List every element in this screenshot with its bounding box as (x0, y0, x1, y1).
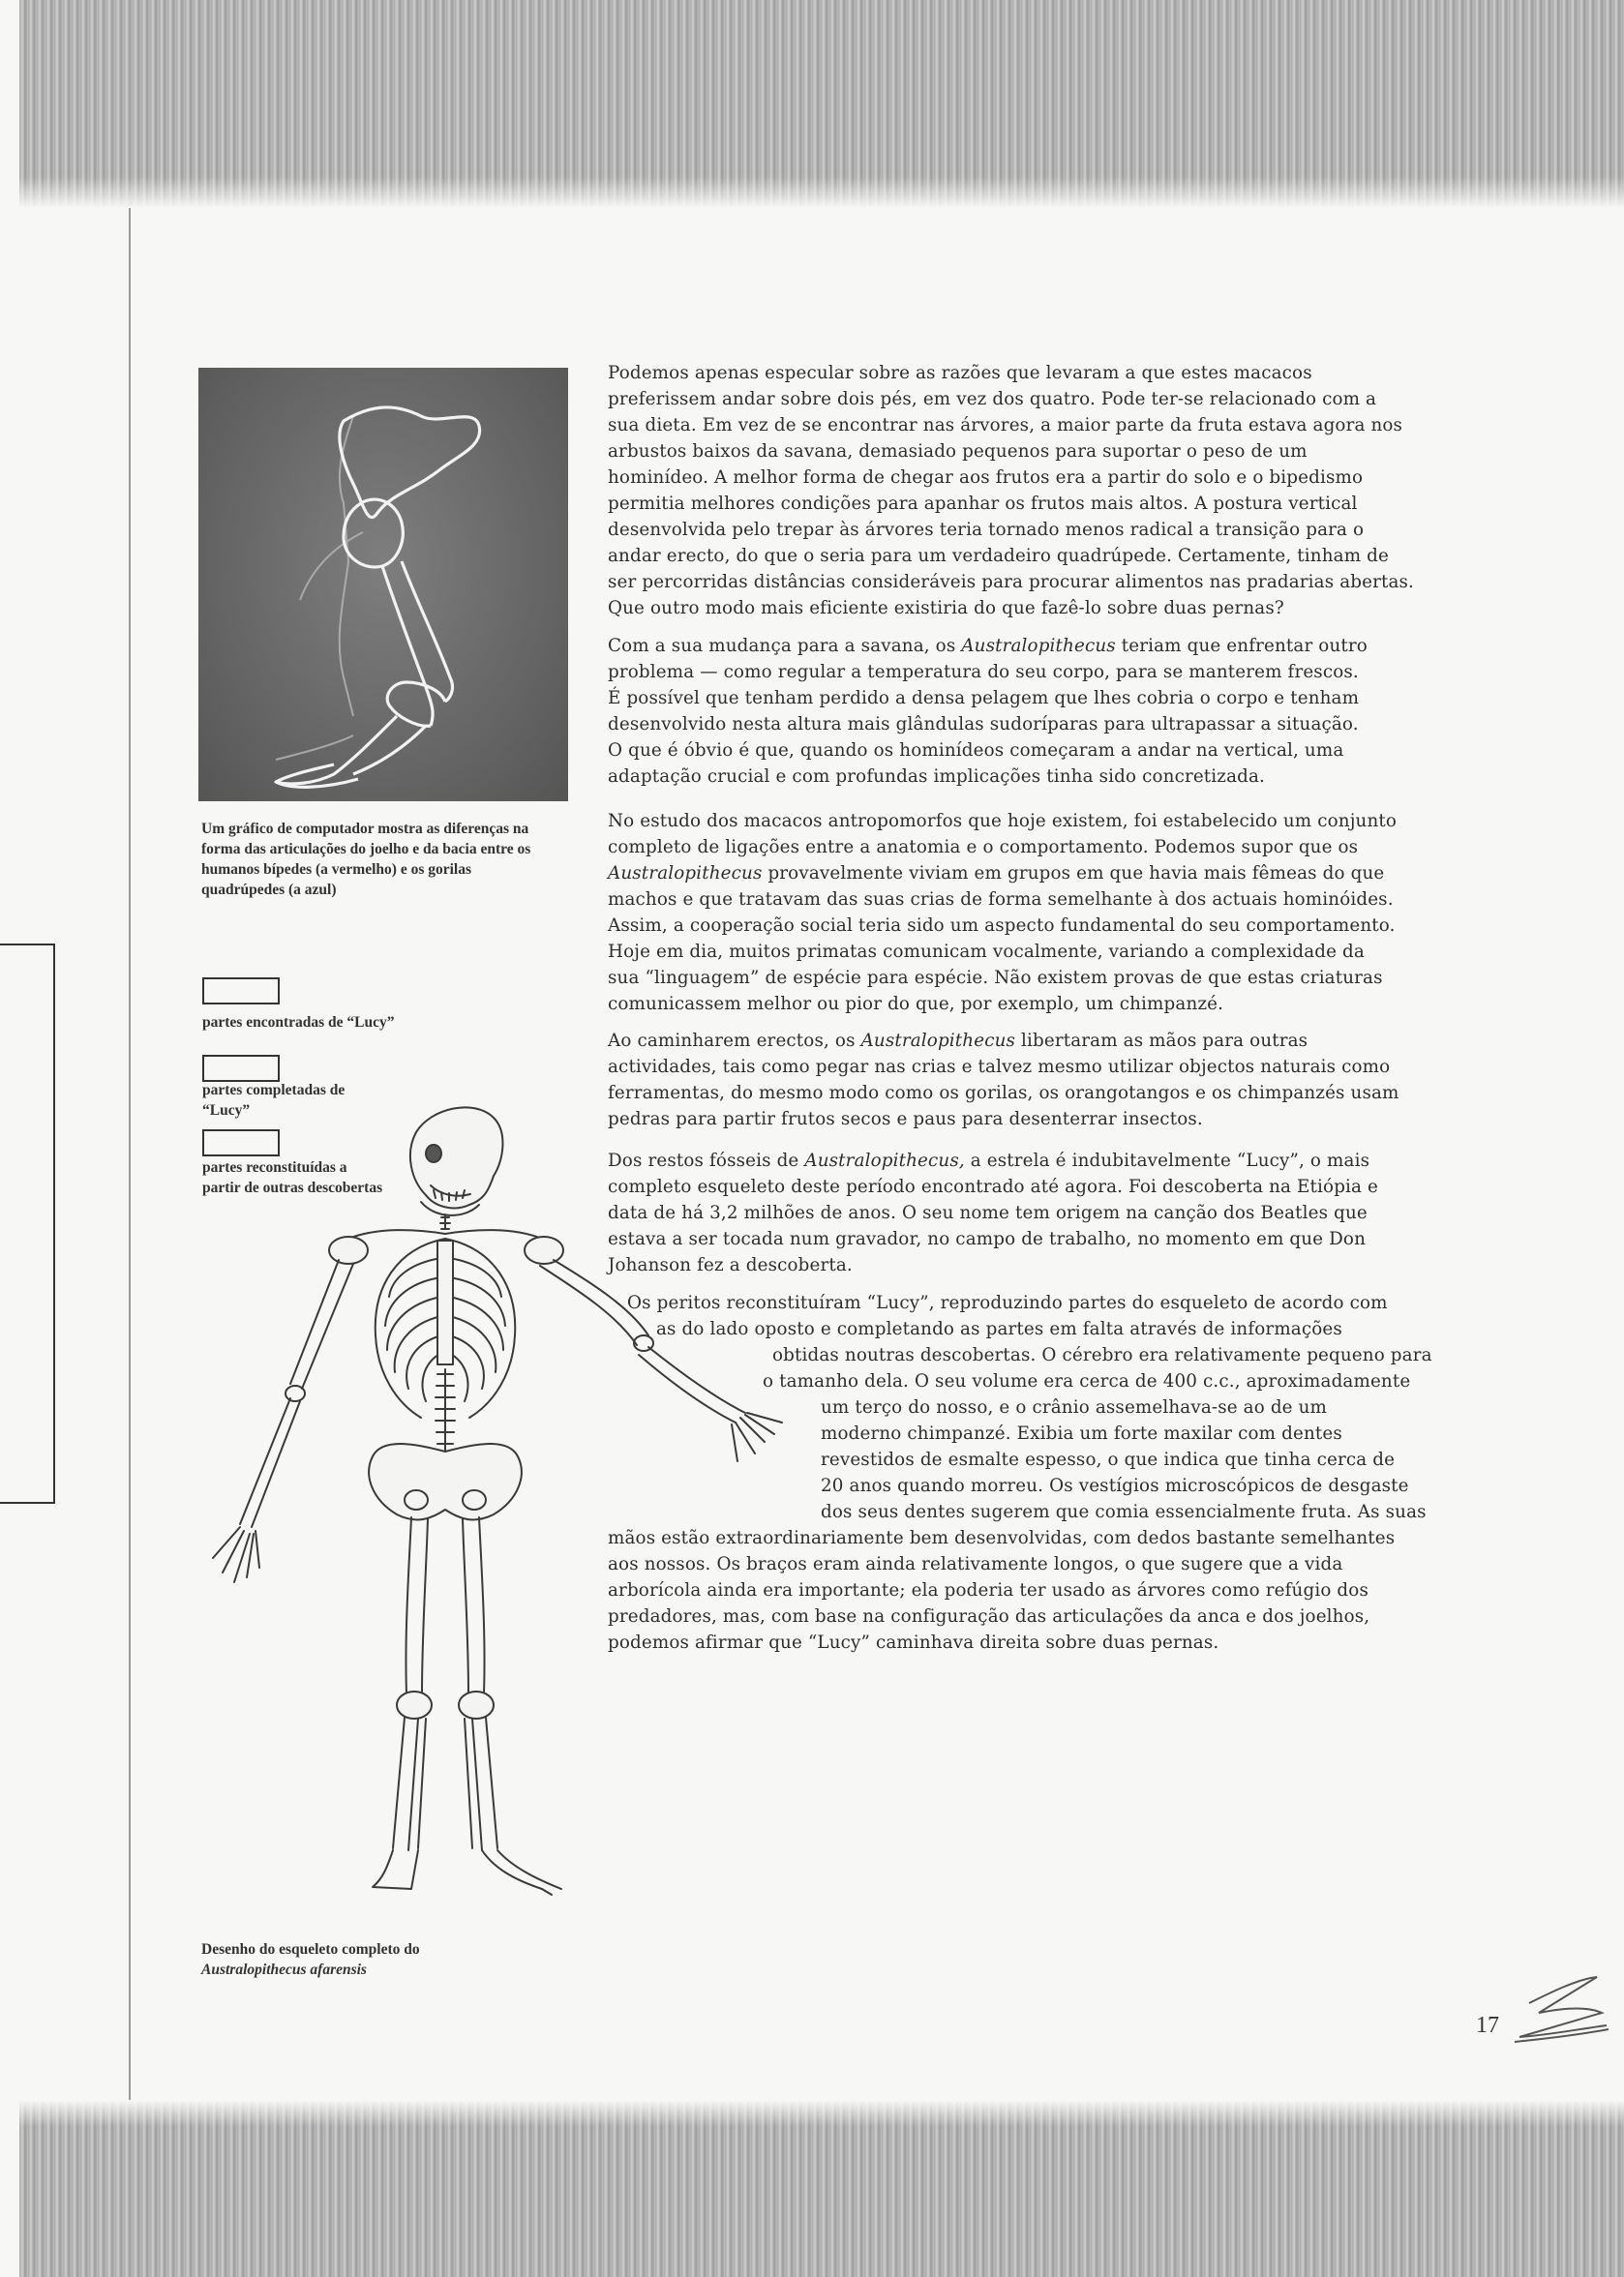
page-number: 17 (1476, 2013, 1499, 2038)
text-line (608, 834, 1397, 860)
text-segment: machos e que tratavam das suas crias de forma semelhante à dos actuais hominóides. (608, 889, 1394, 910)
text-line (608, 913, 1397, 939)
text-segment: ferramentas, do mesmo modo como os gorilas, os orangotangos e os chimpanzés usam (608, 1083, 1399, 1103)
text-segment: adaptação crucial e com profundas implicações tinha sido concretizada. (608, 766, 1265, 787)
scan-shadow-bottom (19, 2100, 1624, 2277)
text-line: podemos afirmar que “Lucy” caminhava direita sobre duas pernas. (608, 1633, 1219, 1653)
text-line: as do lado oposto e completando as partes em falta através de informações (656, 1319, 1342, 1339)
graphic-caption: Um gráfico de computador mostra as diferenças na forma das articulações do joelho e da bacia entre os humanos bípedes (a vermelho) e os gorilas quadrúpedes (a azul) (201, 821, 531, 898)
paragraph-2 (608, 633, 1368, 790)
text-segment: estava a ser tocada num gravador, no campo de trabalho, no momento em que Don (608, 1229, 1367, 1249)
skeleton-caption-line2 (201, 1960, 588, 1980)
text-segment: desenvolvido nesta altura mais glândulas sudoríparas para ultrapassar a situação. (608, 714, 1359, 734)
text-line (608, 711, 1368, 737)
italic-term: Australopithecus (608, 863, 763, 884)
text-line (608, 685, 1368, 711)
text-segment: No estudo dos macacos antropomorfos que hoje existem, foi estabelecido um conjunto (608, 811, 1398, 831)
handwritten-signature (1510, 1969, 1611, 2047)
text-segment: Hoje em dia, muitos primatas comunicam vocalmente, variando a complexidade da (608, 942, 1365, 962)
text-line (608, 1200, 1378, 1226)
text-segment: problema — como regular a temperatura do seu corpo, para se manterem frescos. (608, 662, 1359, 682)
legend-swatch-completed (202, 1055, 280, 1082)
text-segment: Com a sua mudança para a savana, os (608, 636, 962, 656)
text-line (608, 1226, 1378, 1252)
text-line: obtidas noutras descobertas. O cérebro era relativamente pequeno para (772, 1345, 1432, 1365)
text-segment: actividades, tais como pegar nas crias e talvez mesmo utilizar objectos naturais como (608, 1057, 1391, 1077)
text-line: ser percorridas distâncias consideráveis para procurar alimentos nas pradarias abertas. (608, 572, 1414, 592)
paragraph-6 (608, 1290, 1432, 1656)
text-line (608, 1028, 1399, 1054)
text-line: moderno chimpanzé. Exibia um forte maxilar com dentes (821, 1423, 1342, 1444)
paragraph-4 (608, 1028, 1399, 1132)
text-segment: libertaram as mãos para outras (1015, 1031, 1308, 1051)
text-line (608, 659, 1368, 685)
legend-label-found: partes encontradas de “Lucy” (202, 1014, 395, 1031)
text-segment: completo de ligações entre a anatomia e o comportamento. Podemos supor que os (608, 837, 1359, 857)
text-segment: É possível que tenham perdido a densa pelagem que lhes cobria o corpo e tenham (608, 688, 1360, 708)
text-line: arborícola ainda era importante; ela poderia ter usado as árvores como refúgio dos (608, 1580, 1368, 1601)
text-line (608, 1148, 1378, 1174)
text-line (608, 860, 1397, 886)
italic-term: Australopithecus (961, 636, 1116, 656)
text-line: hominídeo. A melhor forma de chegar aos frutos era a partir do solo e o bipedismo (608, 467, 1364, 488)
skeleton-caption (201, 1939, 588, 1980)
text-segment: Assim, a cooperação social teria sido um aspecto fundamental do seu comportamento. (608, 915, 1396, 936)
text-line: andar erecto, do que o seria para um verdadeiro quadrúpede. Certamente, tinham de (608, 546, 1389, 566)
text-segment: comunicassem melhor ou pior do que, por exemplo, um chimpanzé. (608, 994, 1224, 1014)
text-segment: teriam que enfrentar outro (1115, 636, 1368, 656)
paragraph-3 (608, 808, 1397, 1017)
skeleton-caption-species: Australopithecus afarensis (201, 1962, 367, 1978)
text-line: permitia melhores condições para apanhar os frutos mais altos. A postura vertical (608, 494, 1358, 514)
text-line (608, 939, 1397, 965)
text-line: arbustos baixos da savana, demasiado pequenos para suportar o peso de um (608, 441, 1308, 462)
page-edge (129, 208, 131, 2100)
text-line: Podemos apenas especular sobre as razões que levaram a que estes macacos (608, 363, 1312, 383)
text-line (608, 808, 1397, 834)
text-line (608, 1080, 1399, 1106)
text-line (608, 1106, 1399, 1132)
joint-graphic-image (198, 368, 568, 801)
text-segment: Johanson fez a descoberta. (608, 1255, 853, 1275)
text-line (608, 764, 1368, 790)
text-segment: sua “linguagem” de espécie para espécie. Não existem provas de que estas criaturas (608, 968, 1383, 988)
text-line: um terço do nosso, e o crânio assemelhava-se ao de um (821, 1397, 1328, 1418)
text-line: mãos estão extraordinariamente bem desenvolvidas, com dedos bastante semelhantes (608, 1528, 1396, 1548)
text-line: sua dieta. Em vez de se encontrar nas árvores, a maior parte da fruta estava agora nos (608, 415, 1403, 435)
text-segment: a estrela é indubitavelmente “Lucy”, o mais (964, 1151, 1370, 1171)
italic-term: Australopithecus, (804, 1151, 965, 1171)
text-segment: pedras para partir frutos secos e paus para desenterrar insectos. (608, 1109, 1203, 1129)
text-line: Os peritos reconstituíram “Lucy”, reproduzindo partes do esqueleto de acordo com (627, 1293, 1388, 1313)
text-segment: provavelmente viviam em grupos em que havia mais fêmeas do que (762, 863, 1385, 884)
text-line: preferissem andar sobre dois pés, em vez dos quatro. Pode ter-se relacionado com a (608, 389, 1377, 409)
text-segment: completo esqueleto deste período encontrado até agora. Foi descoberta na Etiópia e (608, 1177, 1379, 1197)
legend-swatch-found (202, 977, 280, 1004)
text-segment: Ao caminharem erectos, os (608, 1031, 861, 1051)
text-line: o tamanho dela. O seu volume era cerca de 400 c.c., aproximadamente (763, 1371, 1411, 1392)
text-line: dos seus dentes sugerem que comia essencialmente fruta. As suas (821, 1502, 1427, 1522)
scan-shadow-top (19, 0, 1624, 208)
text-line (608, 737, 1368, 764)
text-segment: O que é óbvio é que, quando os hominídeos começaram a andar na vertical, uma (608, 740, 1344, 761)
text-line (608, 965, 1397, 991)
text-line: desenvolvida pelo trepar às árvores teria tornado menos radical a transição para o (608, 520, 1365, 540)
legend-label-completed: partes completadas de “Lucy” (202, 1082, 346, 1119)
binding-bracket (0, 944, 55, 1504)
paragraph-5 (608, 1148, 1378, 1278)
text-line (608, 1252, 1378, 1278)
text-line (608, 991, 1397, 1017)
legend-label-reconstructed: partes reconstituídas a partir de outras descobertas (202, 1159, 383, 1196)
paragraph-1 (608, 360, 1414, 621)
text-line: revestidos de esmalte espesso, o que indica que tinha cerca de (821, 1450, 1396, 1470)
text-line (608, 1174, 1378, 1200)
text-segment: data de há 3,2 milhões de anos. O seu nome tem origem na canção dos Beatles que (608, 1203, 1368, 1223)
text-line: predadores, mas, com base na configuração das articulações da anca e dos joelhos, (608, 1606, 1370, 1627)
text-line: aos nossos. Os braços eram ainda relativamente longos, o que sugere que a vida (608, 1554, 1343, 1574)
text-segment: Dos restos fósseis de (608, 1151, 805, 1171)
text-line (608, 1054, 1399, 1080)
text-line (608, 886, 1397, 913)
joint-outline-drawing (198, 368, 568, 801)
skeleton-caption-line1: Desenho do esqueleto completo do (201, 1941, 420, 1958)
text-line (608, 633, 1368, 659)
text-line: 20 anos quando morreu. Os vestígios microscópicos de desgaste (821, 1476, 1409, 1496)
text-line: Que outro modo mais eficiente existiria do que fazê-lo sobre duas pernas? (608, 598, 1284, 618)
italic-term: Australopithecus (860, 1031, 1016, 1051)
